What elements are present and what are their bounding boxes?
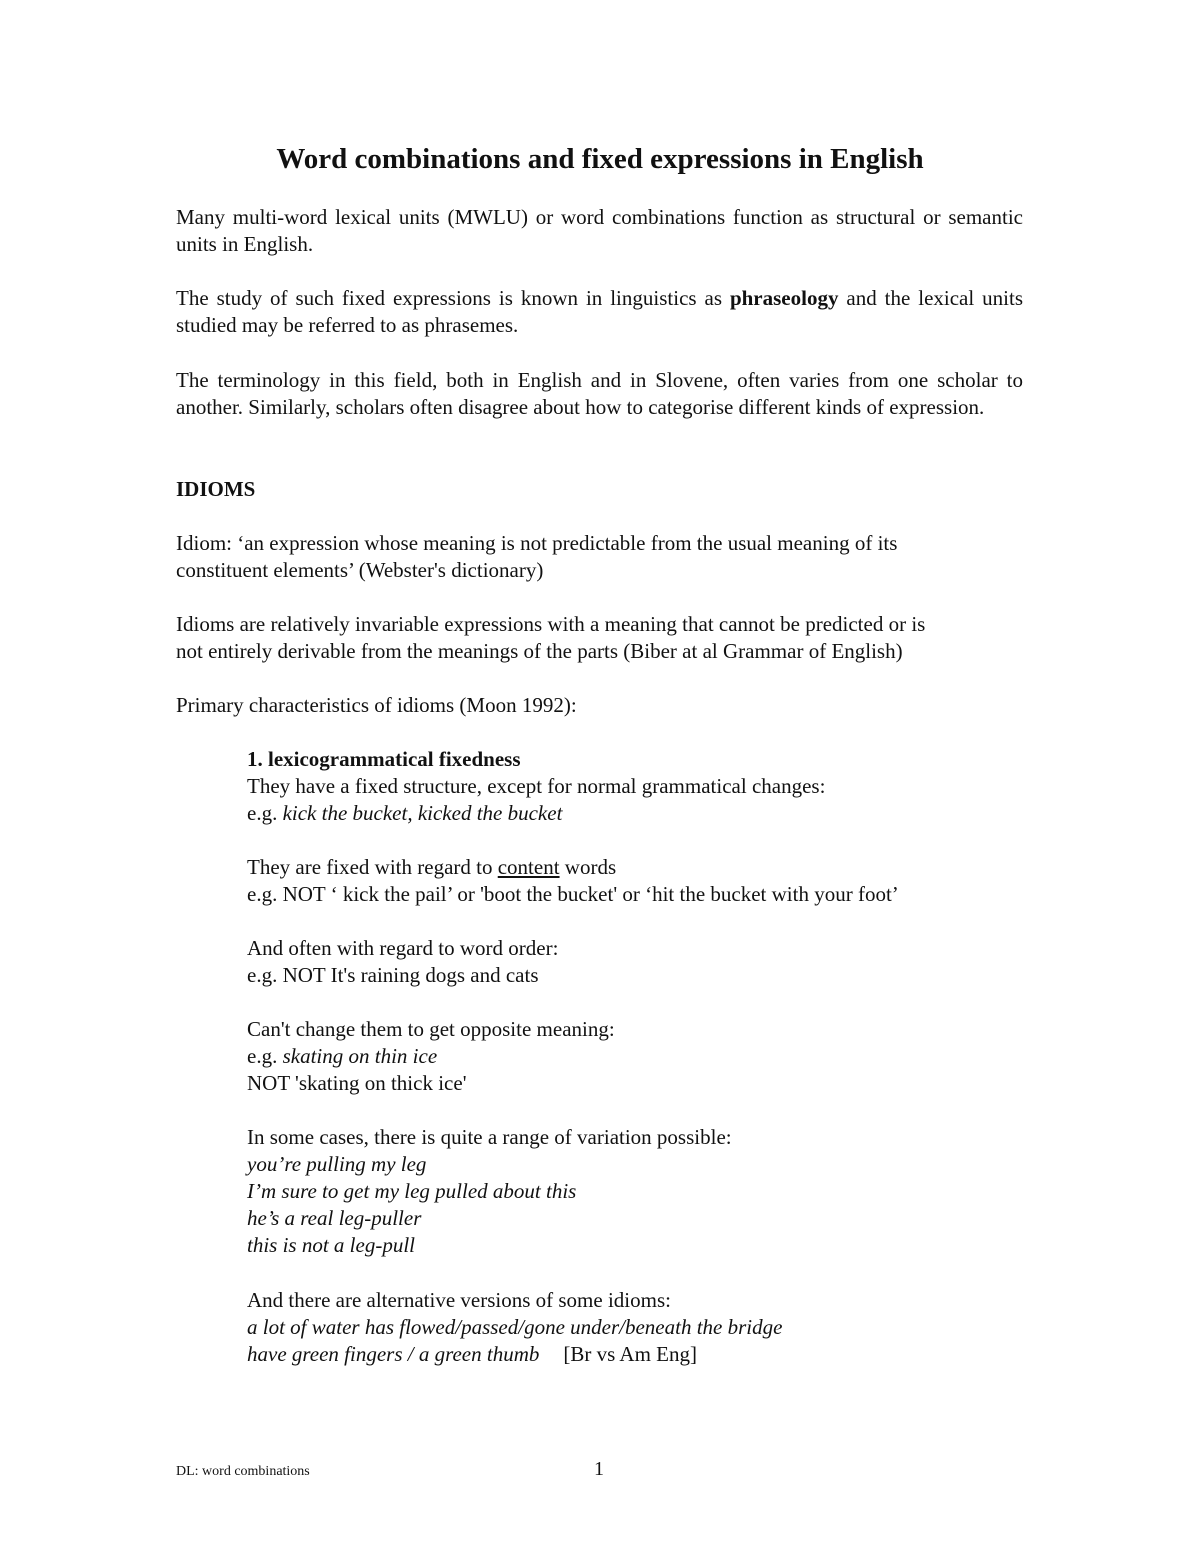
- example-italic: kick the bucket, kicked the bucket: [282, 801, 563, 825]
- alternative-example-note: [Br vs Am Eng]: [563, 1342, 697, 1366]
- alternative-versions-block: [247, 1287, 1007, 1368]
- intro-paragraph-3: The terminology in this field, both in English and in Slovene, often varies from one scholar to another. Similarly, scholars often disagree about how to categorise different kinds of expression.: [176, 368, 1023, 419]
- intro-paragraph-1: Many multi-word lexical units (MWLU) or word combinations function as structural or semantic units in English.: [176, 205, 1023, 256]
- eg-prefix: e.g.: [247, 1044, 283, 1068]
- intro-paragraph-2: [176, 285, 1023, 339]
- opposite-meaning-text: Can't change them to get opposite meaning:: [247, 1017, 615, 1041]
- content-words-text: [247, 854, 1007, 881]
- example-line: [247, 800, 1007, 827]
- content-words-example: e.g. NOT ‘ kick the pail’ or 'boot the bucket' or ‘hit the bucket with your foot’: [247, 882, 899, 906]
- example-italic: skating on thin ice: [282, 1044, 438, 1068]
- page-number: 1: [594, 1458, 604, 1480]
- definition-line: Idioms are relatively invariable expressions with a meaning that cannot be predicted or is: [176, 612, 926, 636]
- content-words-end: words: [559, 855, 617, 879]
- alternative-example: [247, 1341, 1007, 1368]
- intro-paragraph-2-start: The study of such fixed expressions is known in linguistics as: [176, 286, 730, 310]
- fixed-structure-text: They have a fixed structure, except for normal grammatical changes:: [247, 774, 826, 798]
- document-title: Word combinations and fixed expressions in English: [276, 143, 924, 175]
- idiom-definition-webster: [176, 530, 1023, 584]
- word-order-text: And often with regard to word order:: [247, 936, 559, 960]
- variation-block: [247, 1124, 1007, 1259]
- variation-text: In some cases, there is quite a range of variation possible:: [247, 1125, 732, 1149]
- alternative-text: And there are alternative versions of some idioms:: [247, 1288, 671, 1312]
- footer-label: DL: word combinations: [176, 1464, 310, 1479]
- eg-prefix: e.g.: [247, 801, 283, 825]
- content-words-block: [247, 854, 1007, 908]
- content-words-start: They are fixed with regard to: [247, 855, 498, 879]
- opposite-meaning-block: [247, 1016, 1007, 1097]
- content-underlined: content: [497, 855, 560, 879]
- fixedness-block: [247, 746, 1007, 827]
- definition-line: not entirely derivable from the meanings of the parts (Biber at al Grammar of English): [176, 639, 903, 663]
- variation-example: I’m sure to get my leg pulled about this: [247, 1179, 577, 1203]
- definition-line: constituent elements’ (Webster's dictionary): [176, 558, 544, 582]
- idioms-heading: IDIOMS: [176, 477, 256, 501]
- primary-characteristics: Primary characteristics of idioms (Moon 1992):: [176, 693, 577, 717]
- phraseology-term: phraseology: [729, 286, 839, 310]
- opposite-not-example: NOT 'skating on thick ice': [247, 1071, 467, 1095]
- variation-example: this is not a leg-pull: [247, 1233, 415, 1257]
- variation-example: you’re pulling my leg: [247, 1152, 427, 1176]
- word-order-block: [247, 935, 1007, 989]
- word-order-example: e.g. NOT It's raining dogs and cats: [247, 963, 539, 987]
- alternative-example: a lot of water has flowed/passed/gone under/beneath the bridge: [247, 1315, 783, 1339]
- definition-line: Idiom: ‘an expression whose meaning is not predictable from the usual meaning of its: [176, 531, 898, 555]
- variation-example: he’s a real leg-puller: [247, 1206, 422, 1230]
- alternative-example-italic: have green fingers / a green thumb: [247, 1342, 540, 1366]
- intro-paragraph-2-end: and the lexical units studied may be referred to as phrasemes.: [176, 286, 1023, 337]
- section-heading: 1. lexicogrammatical fixedness: [247, 747, 521, 771]
- idiom-definition-biber: [176, 611, 1023, 665]
- example-line: [247, 1043, 1007, 1070]
